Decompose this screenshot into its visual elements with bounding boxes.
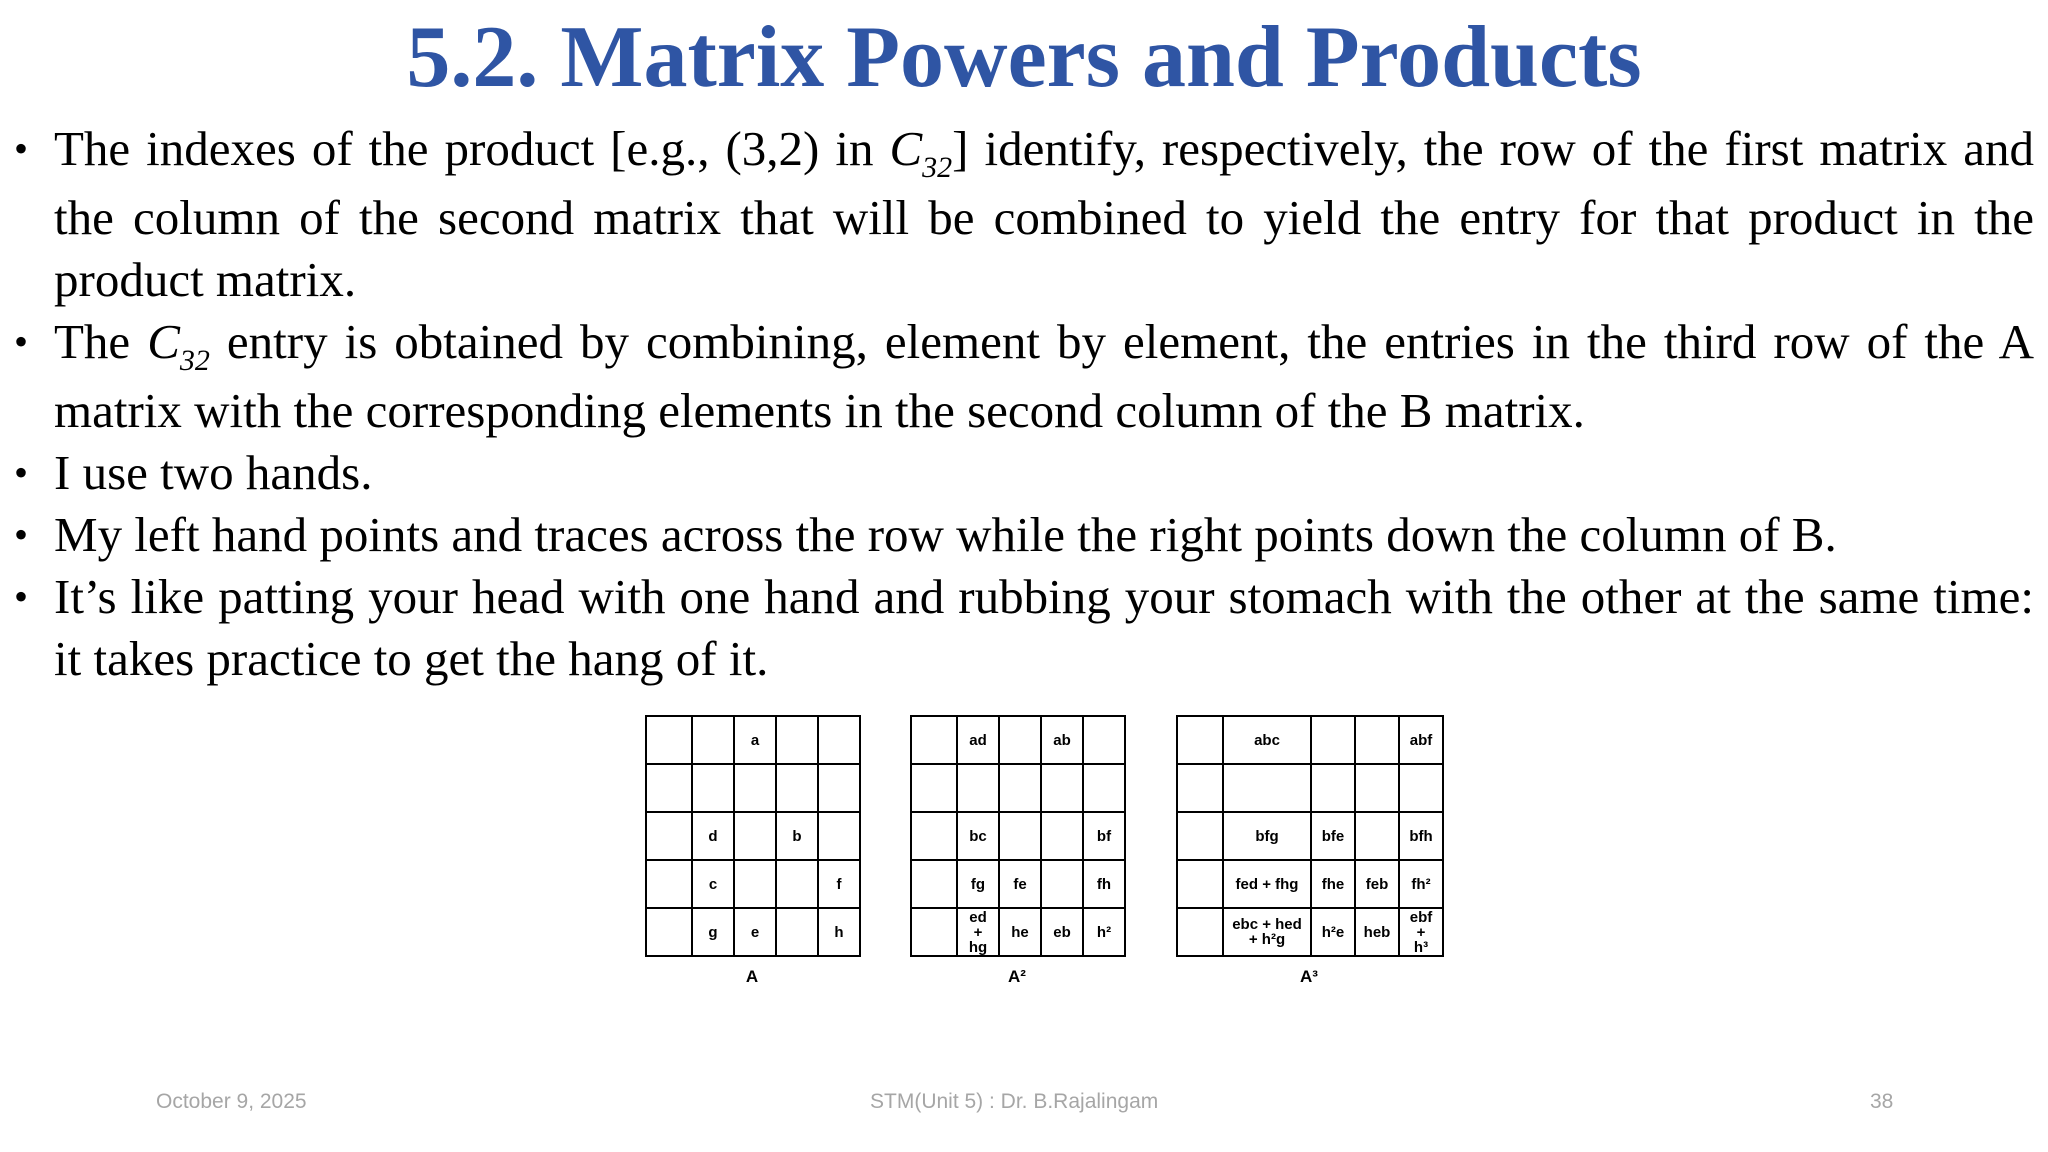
- matrix-cell: [910, 811, 958, 861]
- matrix-cell: [645, 763, 693, 813]
- matrix-cell: [1040, 859, 1084, 909]
- matrix-cell: abf: [1398, 715, 1444, 765]
- matrix-cell: ab: [1040, 715, 1084, 765]
- matrix-cell: [817, 763, 861, 813]
- matrix-cell: [1222, 763, 1312, 813]
- matrix-cell: [733, 811, 777, 861]
- bullet-list: [14, 118, 2034, 690]
- matrix-label: A²: [1008, 967, 1026, 986]
- matrix-cell: [1354, 715, 1400, 765]
- matrix-cell: [998, 763, 1042, 813]
- matrix-cell: [817, 715, 861, 765]
- matrix-cell: b: [775, 811, 819, 861]
- bullet-item: [14, 504, 2034, 566]
- matrix-cell: ebf + h³: [1398, 907, 1444, 957]
- bullet-var: C: [147, 314, 180, 369]
- matrix-cell: fed + fhg: [1222, 859, 1312, 909]
- bullet-subscript: 32: [179, 344, 210, 377]
- bullet-marker: •: [14, 574, 29, 619]
- matrix-cell: a: [733, 715, 777, 765]
- matrix-cell: bc: [956, 811, 1000, 861]
- matrix-cell: [998, 715, 1042, 765]
- bullet-item: [14, 118, 2034, 311]
- footer-page-number: 38: [1870, 1090, 1894, 1113]
- matrix-cell: eb: [1040, 907, 1084, 957]
- bullet-marker: •: [14, 450, 29, 495]
- matrix-cell: [733, 763, 777, 813]
- matrix-cell: [775, 763, 819, 813]
- slide-title: 5.2. Matrix Powers and Products: [406, 9, 1642, 106]
- bullet-text: I use two hands.: [54, 445, 373, 500]
- matrix-cell: [645, 907, 693, 957]
- matrix-cell: c: [691, 859, 735, 909]
- matrix-cell: fhe: [1310, 859, 1356, 909]
- matrix-cell: [910, 859, 958, 909]
- matrix-cell: [645, 859, 693, 909]
- matrix-cell: e: [733, 907, 777, 957]
- matrix-cell: abc: [1222, 715, 1312, 765]
- bullet-text: ] identify, respectively, the row of the first matrix and the column of the second matrix that will be combined to yield the entry for that product in the product matrix.: [54, 121, 2034, 307]
- matrix-cell: [1040, 811, 1084, 861]
- matrix-cell: h: [817, 907, 861, 957]
- bullet-text: My left hand points and traces across the row while the right points down the column of B.: [54, 507, 1837, 562]
- bullet-marker: •: [14, 319, 29, 364]
- matrix-cell: bfh: [1398, 811, 1444, 861]
- matrix-cell: bfe: [1310, 811, 1356, 861]
- bullet-marker: •: [14, 126, 29, 171]
- footer-center: STM(Unit 5) : Dr. B.Rajalingam: [870, 1090, 1159, 1113]
- matrix-cell: [775, 907, 819, 957]
- bullet-text: It’s like patting your head with one hand and rubbing your stomach with the other at the same time: it takes practice to get the hang of it.: [54, 569, 2034, 686]
- matrix-cell: ad: [956, 715, 1000, 765]
- matrix-cell: fh²: [1398, 859, 1444, 909]
- matrix-cell: [645, 811, 693, 861]
- matrix-cell: [1176, 859, 1224, 909]
- bullet-text: The indexes of the product [e.g., (3,2) in: [54, 121, 890, 176]
- matrix-cell: bf: [1082, 811, 1126, 861]
- matrix-cell: [1040, 763, 1084, 813]
- matrix-cell: h²: [1082, 907, 1126, 957]
- matrix-cell: g: [691, 907, 735, 957]
- matrix-cell: [910, 763, 958, 813]
- bullet-item: [14, 442, 2034, 504]
- bullet-text: The: [54, 314, 148, 369]
- bullet-subscript: 32: [922, 151, 953, 184]
- matrix-cell: [817, 811, 861, 861]
- bullet-text: entry is obtained by combining, element by element, the entries in the third row of the A matrix with the corresponding elements in the second column of the B matrix.: [54, 314, 2034, 438]
- matrix-label: A³: [1300, 967, 1318, 986]
- matrix-cell: [1176, 715, 1224, 765]
- matrix-cell: fh: [1082, 859, 1126, 909]
- matrix-cell: [910, 907, 958, 957]
- matrix-cell: f: [817, 859, 861, 909]
- matrix-cell: fg: [956, 859, 1000, 909]
- matrix-cell: [645, 715, 693, 765]
- matrix-cell: [775, 859, 819, 909]
- matrix-cell: [733, 859, 777, 909]
- bullet-var: C: [889, 121, 923, 176]
- matrix-cell: [1310, 715, 1356, 765]
- matrix-cell: fe: [998, 859, 1042, 909]
- matrix-cell: [1082, 715, 1126, 765]
- bullet-marker: •: [14, 512, 29, 557]
- matrix-cell: bfg: [1222, 811, 1312, 861]
- matrix-cell: [775, 715, 819, 765]
- matrix-cell: [1176, 763, 1224, 813]
- footer-date: October 9, 2025: [156, 1090, 307, 1113]
- matrix-cell: [1354, 763, 1400, 813]
- matrix-label: A: [745, 967, 759, 986]
- matrix-cell: [691, 715, 735, 765]
- matrix-cell: ed + hg: [956, 907, 1000, 957]
- matrix-cell: h²e: [1310, 907, 1356, 957]
- matrix-cell: [691, 763, 735, 813]
- matrix-cell: [1398, 763, 1444, 813]
- matrix-cell: [1082, 763, 1126, 813]
- matrix-cell: [1176, 907, 1224, 957]
- matrix-cell: he: [998, 907, 1042, 957]
- bullet-item: [14, 566, 2034, 690]
- matrix-cell: [1176, 811, 1224, 861]
- matrix-cell: [910, 715, 958, 765]
- matrix-cell: [1354, 811, 1400, 861]
- matrix-cell: ebc + hed + h²g: [1222, 907, 1312, 957]
- matrix-cell: [998, 811, 1042, 861]
- matrix-cell: [1310, 763, 1356, 813]
- bullet-item: [14, 311, 2034, 442]
- matrix-cell: feb: [1354, 859, 1400, 909]
- matrix-cell: heb: [1354, 907, 1400, 957]
- matrix-cell: [956, 763, 1000, 813]
- matrix-cell: d: [691, 811, 735, 861]
